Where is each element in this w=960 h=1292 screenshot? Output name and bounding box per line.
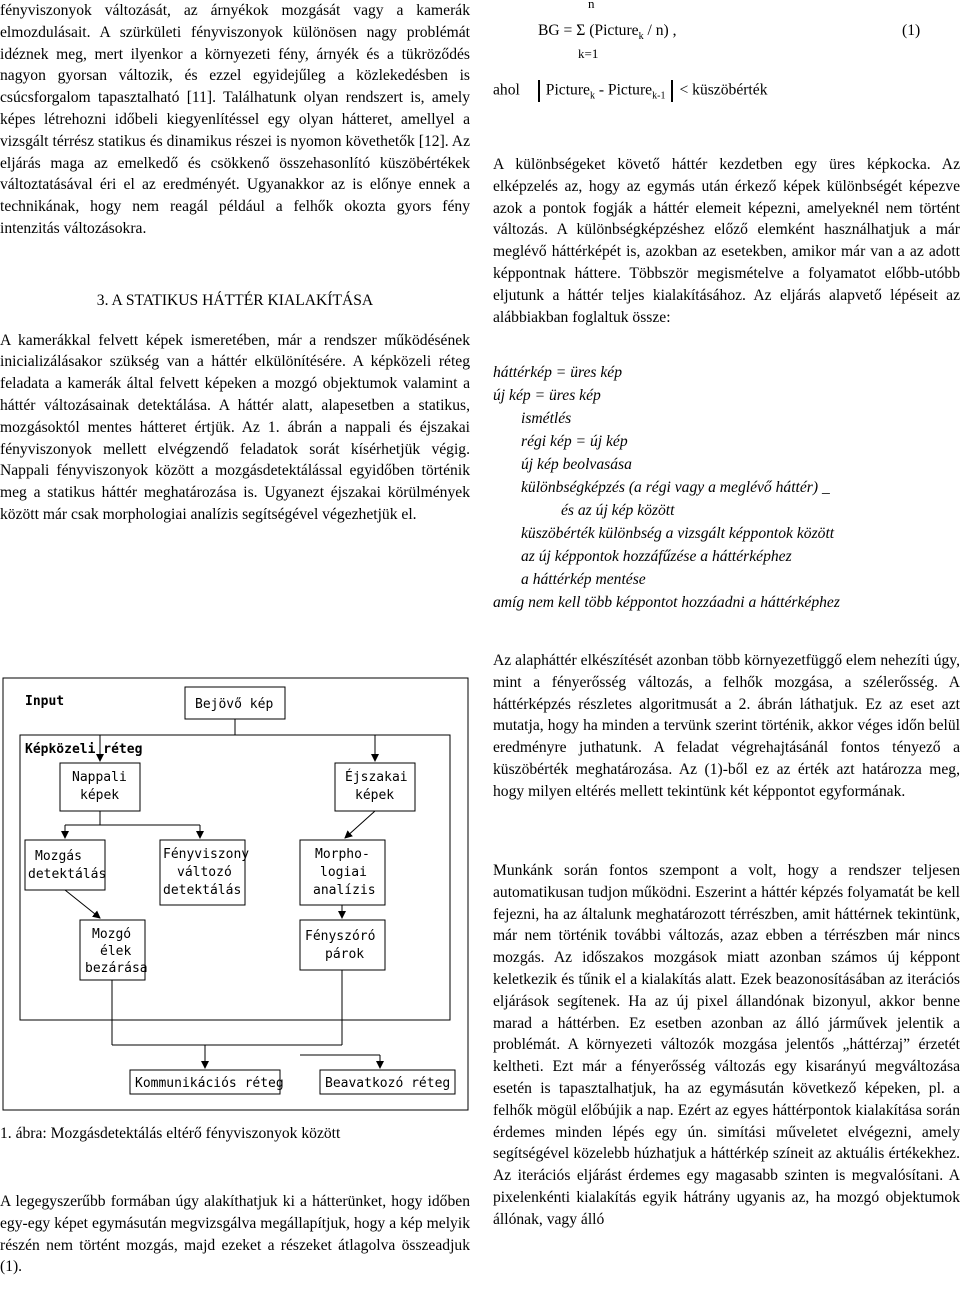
condition-sub-2: k-1 <box>652 90 666 102</box>
condition-picture-a: Picture <box>545 81 590 99</box>
morpho-line2: logiai <box>320 865 367 880</box>
formula-sub-k: k <box>638 31 644 43</box>
formula-rhs: / n) , <box>643 22 677 39</box>
algo-line: és az új kép között <box>561 502 675 519</box>
condition-threshold: < küszöbérték <box>679 81 768 99</box>
left-column <box>0 0 470 526</box>
light-pairs-box <box>300 920 385 970</box>
condition-picture-b: - Picture <box>594 81 653 99</box>
algo-line: a háttérkép mentése <box>521 571 646 588</box>
night-line2: képek <box>355 788 395 803</box>
light-change-line1: Fényviszony <box>163 847 250 862</box>
algo-line: küszöbérték különbség a vizsgált képpontok között <box>521 525 835 542</box>
algo-line: az új képpontok hozzáfűzése a háttérképhez <box>521 548 792 565</box>
algo-line: különbségképzés (a régi vagy a meglévő háttér) _ <box>521 479 830 496</box>
night-line1: Éjszakai <box>345 770 408 785</box>
light-change-line2: változó <box>177 865 232 880</box>
light-pairs-line1: Fényszóró <box>305 929 376 944</box>
comm-label: Kommunikációs réteg <box>135 1076 284 1091</box>
edges-line2: élek <box>100 944 132 959</box>
motion-line2: detektálás <box>28 867 107 882</box>
condition-ahol: ahol <box>493 81 520 99</box>
condition-sub-1: k <box>589 90 595 102</box>
algo-line: ismétlés <box>521 410 572 427</box>
formula-lhs: BG = Σ (Picture <box>538 22 639 39</box>
right-paragraph-1: A különbségeket követő háttér kezdetben egy üres képkocka. Az elképzelés az, hogy az egymás után érkező képek különbségét képezve azok a pontok fogják a háttér elemeit képezni, amelyeknél nem történt változás. A különbségképzéshez előző elemként használhatjuk a már meglévő háttérképét is, azokban az esetekben, amikor már van a az adott képpontnak háttere. Többször megismételve a folyamatot előbb-utóbb eljutunk a háttér teljes kialakításához. Az eljárás alapvető lépéseit az alábbiakban foglaltuk össze: <box>493 156 960 326</box>
left-paragraph-3: A legegyszerűbb formában úgy alakíthatjuk ki a hátterünket, hogy időben egy-egy képet egymásután megvizsgálva megállapítjuk, hogy a kép melyik részén nem történt mozgás, majd ezeket a részeket átlagolva összeadjuk (1). <box>0 1193 470 1276</box>
input-label: Input <box>25 694 65 709</box>
algo-line: háttérkép = üres kép <box>493 364 623 381</box>
motion-box <box>25 840 105 890</box>
algo-line: amíg nem kell több képpontot hozzáadni a háttérképhez <box>493 594 840 611</box>
day-line1: Nappali <box>72 770 127 785</box>
morpho-line3: analízis <box>313 883 376 898</box>
light-pairs-line2: párok <box>325 947 365 962</box>
incoming-label: Bejövő kép <box>195 697 274 712</box>
condition-line <box>493 80 768 102</box>
figure-caption: 1. ábra: Mozgásdetektálás eltérő fényviszonyok között <box>0 1125 341 1142</box>
algo-line: új kép beolvasása <box>521 456 632 473</box>
sum-lower: k=1 <box>578 46 599 61</box>
layer-label: Képközeli réteg <box>25 742 143 757</box>
left-paragraph-2: A kamerákkal felvett képek ismeretében, már a rendszer működésének inicializálásakor szükség van a háttér elkülönítésére. A képközeli réteg feladata a kamerák által felvett képeken a mozgó objektumok valamint a háttér változásainak detektálása. A háttér alatt, alapesetben a statikus, mozgásoktól mentes hátteret értjük. Az 1. ábrán a nappali és éjszakai fényviszonyok mellett elvégzendő feladatok sorát kísérhetjük végig. Nappali fényviszonyok között a mozgásdetektálással egyidőben történik meg a statikus háttér meghatározása is. Ugyanezt éjszakai körülmények között már csak morphologiai analízis segítségével végezhetjük el. <box>0 331 470 523</box>
left-paragraph-1: fényviszonyok változását, az árnyékok mozgását vagy a kamerák elmozdulásait. A szürkületi fényviszonyok különösen nagy problémát idéznek meg, mert ilyenkor a környezeti fény, árnyék és a tükröződés nagyon gyorsan változik, és ezzel egyidejűleg a közlekedésben is csúcsforgalom tapasztalható [11]. Találhatunk olyan rendszert is, amely képes létrehozni időbeli kiegyenlítéssel egy olyan hátteret, amellyel a vizsgált térrész statikus és dinamikus részei is nyomon követhetők [12]. Az eljárás maga az emelkedő és csökkenő összehasonlító küszöbértékek változtatásával éri el az eredményét. Ugyanakkor az is előnye ennek a technikának, hogy nem reagál például a felhők okozta gyors fény intenzitás változásokra. <box>0 2 470 237</box>
algo-line: régi kép = új kép <box>521 433 628 450</box>
light-change-line3: detektálás <box>163 883 242 898</box>
motion-line1: Mozgás <box>35 849 82 864</box>
right-paragraph-3: Munkánk során fontos szempont a volt, hogy a rendszer teljesen automatikusan tudjon működni. Eszerint a háttér képzés folyamatát be kell fejezni, ha az általunk meghatározott térrészben, amit háttérnek tekintünk, már nem történik további változás, azaz ebben a térrészben már nincs mozgás. Az időszakos mozgások miatt azonban számos új képpont keletkezik és tűnik el a kialakítás alatt. Ezek beazonosításában az iterációs eljárások segítenek. Ha az új pixel állandónak bizonyul, akkor benne marad a háttérben. Ez esetben azonban az álló járművek jelentik a problémát. A környezeti változók mozgása jelentős „háttérzaj” érzetét keltheti. Ezt már a fényerősség változás egy kisarányú megváltozása esetén is tapasztalhatjuk, ha az egymásután következő képeken, pl. a felhők mögül előbújik a nap. Ezért az egyes háttérpontok kialakítása során érdemes minden lépés egy ún. simítási műveletet elvégezni, amely segítségével közelebb húzhatjuk a háttérkép színeit az aktuális értékekhez. Az iterációs eljárást érdemes egy magasabb szinten is megvalósítani. A pixelenkénti kialakítás egyik hátrány ugyanis az, ha mozgó objektumok állónak, vagy álló <box>493 862 960 1228</box>
right-paragraph-2: Az alapháttér elkészítését azonban több környezetfüggő elem nehezíti úgy, mint a fényerősség változás, a felhők mozgása, a szélerősség. A háttérképzés részletes algoritmusát a 2. ábrán láthatjuk. Ez az eset azt mutatja, hogy ha minden a tervünk szerint történik, akkor véges időn belül eredményre juthatunk. A feladat végrehajtásánál fontos tényező a küszöbérték meghatározása. Az (1)-ből ez az érték azt határozza meg, hogy milyen eltérés mellett tekintünk két képpontot egyformának. <box>493 652 960 800</box>
algorithm-listing <box>493 361 960 614</box>
formula-line <box>538 22 677 42</box>
day-line2: képek <box>80 788 120 803</box>
algo-line: új kép = üres kép <box>493 387 601 404</box>
edges-line3: bezárása <box>85 961 148 976</box>
section-heading: 3. A STATIKUS HÁTTÉR KIALAKÍTÁSA <box>96 291 374 309</box>
equation-number: (1) <box>902 22 921 39</box>
sum-upper: n <box>588 0 595 11</box>
intervene-label: Beavatkozó réteg <box>325 1076 451 1091</box>
figure-1-diagram <box>0 675 470 1115</box>
edges-line1: Mozgó <box>92 927 132 942</box>
morpho-line1: Morpho- <box>315 847 370 862</box>
